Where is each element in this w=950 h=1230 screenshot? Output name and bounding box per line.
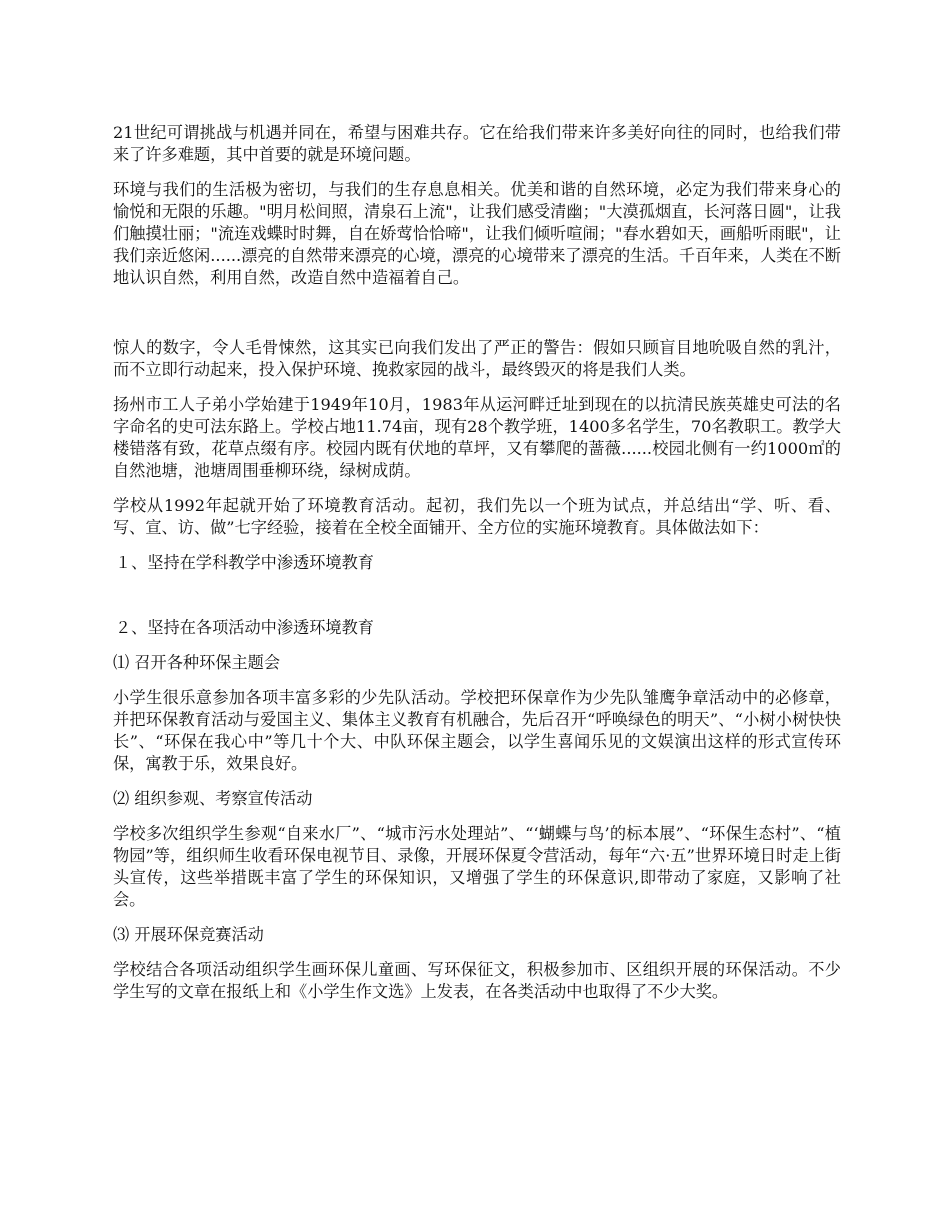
paragraph-environmental-education: 学校从1992年起就开始了环境教育活动。起初，我们先以一个班为试点，并总结出“学、听、看、写、宣、访、做”七字经验，接着在全校全面铺开、全方位的实施环境教育。具体做法如下： [113,496,841,537]
paragraph-competitions: 学校结合各项活动组织学生画环保儿童画、写环保征文，积极参加市、区组织开展的环保活动。不少学生写的文章在报纸上和《小学生作文选》上发表，在各类活动中也取得了不少大奖。 [113,960,841,1001]
paragraph-environment-life: 环境与我们的生活极为密切，与我们的生存息息相关。优美和谐的自然环境，必定为我们带来身心的愉悦和无限的乐趣。"明月松间照，清泉石上流"，让我们感受清幽；"大漠孤烟直，长河落日圆"，让我们触摸壮丽；"流连戏蝶时时舞，自在娇莺恰恰啼"，让我们倾听喧闹；"春水碧如天，画船听雨眠"，让我们亲近悠闲......漂亮的自然带来漂亮的心境，漂亮的心境带来了漂亮的生活。千百年来，人类在不断地认识自然，利用自然，改造自然中造福着自己。 [113,180,841,287]
blank-space [113,302,841,337]
section-heading-1: １、坚持在学科教学中渗透环境教育 [115,553,374,572]
paragraph-intro: 21世纪可谓挑战与机遇并同在，希望与困难共存。它在给我们带来许多美好向往的同时，也给我们带来了许多难题，其中首要的就是环境问题。 [113,123,841,164]
paragraph-warning: 惊人的数字，令人毛骨悚然，这其实已向我们发出了严正的警告：假如只顾盲目地吮吸自然的乳汁，而不立即行动起来，投入保护环境、挽救家园的战斗，最终毁灭的将是我们人类。 [113,338,841,379]
paragraph-visits: 学校多次组织学生参观“自来水厂”、“城市污水处理站”、“‘蝴蝶与鸟’的标本展”、“环保生态村”、“植物园”等，组织师生收看环保电视节目、录像，开展环保夏令营活动，每年“六·五”世界环境日时走上街头宣传，这些举措既丰富了学生的环保知识，又增强了学生的环保意识,即带动了家庭，又影响了社会。 [113,824,841,909]
section-heading-2: ２、坚持在各项活动中渗透环境教育 [115,618,374,637]
subheading-visits: ⑵ 组织参观、考察宣传活动 [113,789,313,808]
subheading-competitions: ⑶ 开展环保竞赛活动 [113,925,264,944]
paragraph-school-intro: 扬州市工人子弟小学始建于1949年10月，1983年从运河畔迁址到现在的以抗清民族英雄史可法的名字命名的史可法东路上。学校占地11.74亩，现有28个教学班，1400多名学生，70名教职工。教学大楼错落有致，花草点缀有序。校园内既有伏地的草坪，又有攀爬的蔷薇......校园北侧有一约1000㎡的自然池塘，池塘周围垂柳环绕，绿树成荫。 [113,395,841,480]
subheading-theme-meetings: ⑴ 召开各种环保主题会 [113,653,281,672]
paragraph-theme-meetings: 小学生很乐意参加各项丰富多彩的少先队活动。学校把环保章作为少先队雏鹰争章活动中的必修章，并把环保教育活动与爱国主义、集体主义教育有机融合，先后召开“呼唤绿色的明天”、“小树小树快快长”、“环保在我心中”等几十个大、中队环保主题会，以学生喜闻乐见的文娱演出这样的形式宣传环保，寓教于乐，效果良好。 [113,688,841,773]
document-body [113,122,841,1016]
blank-space [113,587,841,617]
